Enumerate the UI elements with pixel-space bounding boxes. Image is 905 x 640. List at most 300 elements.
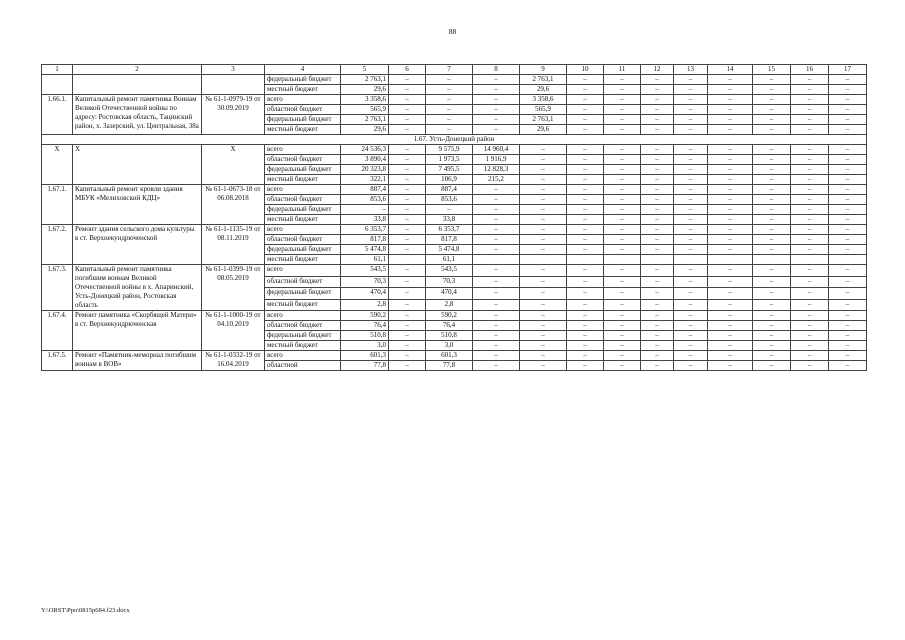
amount-cell: 2,8	[426, 299, 473, 311]
amount-cell: –	[708, 321, 753, 331]
amount-cell: –	[791, 75, 829, 85]
contract-number: № 61-1-1135-19 от 08.11.2019	[202, 225, 265, 265]
amount-cell: –	[753, 155, 791, 165]
amount-cell: –	[791, 85, 829, 95]
amount-cell: 510,8	[341, 331, 389, 341]
funding-source: всего	[265, 185, 341, 195]
amount-cell: –	[389, 95, 426, 105]
row-number: 1.67.5.	[42, 351, 73, 371]
amount-cell: –	[473, 185, 520, 195]
amount-cell: –	[604, 95, 641, 105]
funding-source: областной бюджет	[265, 276, 341, 288]
amount-cell: –	[389, 175, 426, 185]
table-row	[42, 185, 867, 195]
amount-cell: –	[604, 341, 641, 351]
amount-cell: –	[473, 361, 520, 371]
amount-cell: –	[674, 165, 708, 175]
object-name: Капитальный ремонт памятника Воинам Великой Отечественной войны по адресу: Ростовская область, Тацинский район, х. Зазерский, ул. Центральная, 38а	[73, 95, 202, 135]
amount-cell: 817,8	[426, 235, 473, 245]
amount-cell: –	[753, 331, 791, 341]
file-path-footer: Y:\ORST\Ppo\0815p684.f23.docx	[41, 607, 130, 614]
amount-cell: –	[708, 351, 753, 361]
column-number: 15	[753, 65, 791, 75]
amount-cell: –	[389, 205, 426, 215]
amount-cell: –	[604, 361, 641, 371]
column-number: 4	[265, 65, 341, 75]
amount-cell: –	[604, 225, 641, 235]
amount-cell: –	[641, 311, 674, 321]
amount-cell: –	[389, 351, 426, 361]
amount-cell: –	[567, 321, 604, 331]
amount-cell: 1 973,5	[426, 155, 473, 165]
amount-cell: –	[674, 245, 708, 255]
object-name: Ремонт здания сельского дома культуры в ст. Верхнекундрюченской	[73, 225, 202, 265]
amount-cell: –	[753, 341, 791, 351]
amount-cell: –	[674, 115, 708, 125]
amount-cell: –	[791, 205, 829, 215]
amount-cell: –	[520, 205, 567, 215]
amount-cell: –	[567, 175, 604, 185]
amount-cell: –	[473, 276, 520, 288]
amount-cell: –	[791, 299, 829, 311]
row-number: Х	[42, 145, 73, 185]
row-number: 1.66.1.	[42, 95, 73, 135]
amount-cell	[604, 255, 641, 265]
amount-cell: –	[674, 95, 708, 105]
amount-cell: –	[641, 288, 674, 300]
amount-cell: –	[520, 311, 567, 321]
amount-cell: 76,4	[341, 321, 389, 331]
amount-cell: –	[829, 235, 867, 245]
amount-cell: –	[708, 115, 753, 125]
amount-cell: –	[604, 351, 641, 361]
amount-cell: 601,3	[426, 351, 473, 361]
amount-cell: –	[641, 235, 674, 245]
amount-cell	[791, 255, 829, 265]
amount-cell: –	[473, 115, 520, 125]
amount-cell: 2 763,1	[520, 115, 567, 125]
amount-cell: –	[641, 299, 674, 311]
amount-cell: –	[753, 205, 791, 215]
object-name: Ремонт «Памятник-мемориал погибшим воинам в ВОВ»	[73, 351, 202, 371]
amount-cell: –	[473, 288, 520, 300]
amount-cell: –	[753, 288, 791, 300]
amount-cell: –	[708, 331, 753, 341]
row-number: 1.67.4.	[42, 311, 73, 351]
amount-cell: 70,3	[341, 276, 389, 288]
amount-cell: –	[674, 331, 708, 341]
amount-cell: –	[520, 351, 567, 361]
amount-cell: –	[473, 235, 520, 245]
amount-cell: –	[674, 321, 708, 331]
amount-cell: –	[604, 145, 641, 155]
amount-cell: –	[674, 361, 708, 371]
amount-cell: –	[604, 276, 641, 288]
amount-cell: 565,9	[341, 105, 389, 115]
funding-source: местный бюджет	[265, 255, 341, 265]
amount-cell: –	[791, 245, 829, 255]
amount-cell: –	[791, 115, 829, 125]
amount-cell: –	[473, 75, 520, 85]
contract-number	[202, 75, 265, 95]
column-number: 6	[389, 65, 426, 75]
amount-cell: –	[389, 225, 426, 235]
funding-source: местный бюджет	[265, 299, 341, 311]
amount-cell	[753, 255, 791, 265]
amount-cell	[829, 255, 867, 265]
amount-cell: –	[520, 341, 567, 351]
funding-source: всего	[265, 225, 341, 235]
amount-cell: –	[604, 265, 641, 277]
amount-cell: 14 960,4	[473, 145, 520, 155]
amount-cell: –	[520, 195, 567, 205]
amount-cell	[641, 255, 674, 265]
object-name: Х	[73, 145, 202, 185]
amount-cell: –	[520, 155, 567, 165]
amount-cell: –	[520, 361, 567, 371]
amount-cell: –	[829, 95, 867, 105]
amount-cell: –	[389, 311, 426, 321]
amount-cell: –	[829, 175, 867, 185]
amount-cell: –	[567, 331, 604, 341]
contract-number: № 61-1-0673-18 от 06.08.2018	[202, 185, 265, 225]
amount-cell: –	[567, 155, 604, 165]
amount-cell: –	[708, 311, 753, 321]
amount-cell: –	[708, 225, 753, 235]
amount-cell: –	[389, 75, 426, 85]
amount-cell: –	[473, 331, 520, 341]
amount-cell: –	[708, 276, 753, 288]
amount-cell: –	[389, 235, 426, 245]
amount-cell: –	[567, 351, 604, 361]
amount-cell: –	[389, 331, 426, 341]
amount-cell: –	[567, 245, 604, 255]
amount-cell: –	[520, 299, 567, 311]
amount-cell: –	[604, 235, 641, 245]
row-number: 1.67.1.	[42, 185, 73, 225]
amount-cell: 33,8	[341, 215, 389, 225]
amount-cell: –	[674, 235, 708, 245]
amount-cell: –	[473, 265, 520, 277]
section-title-row	[42, 135, 867, 145]
amount-cell: –	[641, 95, 674, 105]
amount-cell: 322,1	[341, 175, 389, 185]
amount-cell: –	[604, 115, 641, 125]
amount-cell: –	[791, 265, 829, 277]
amount-cell: –	[389, 361, 426, 371]
amount-cell: –	[604, 185, 641, 195]
amount-cell: –	[389, 299, 426, 311]
amount-cell: –	[389, 125, 426, 135]
amount-cell: –	[473, 299, 520, 311]
amount-cell: 543,5	[426, 265, 473, 277]
amount-cell: –	[641, 341, 674, 351]
amount-cell: –	[708, 175, 753, 185]
amount-cell: –	[708, 299, 753, 311]
amount-cell: –	[604, 331, 641, 341]
amount-cell: 2 763,1	[341, 75, 389, 85]
amount-cell: –	[829, 85, 867, 95]
amount-cell: –	[674, 195, 708, 205]
amount-cell: –	[641, 85, 674, 95]
funding-source: областной бюджет	[265, 195, 341, 205]
amount-cell: –	[708, 205, 753, 215]
amount-cell: –	[708, 165, 753, 175]
amount-cell: –	[674, 265, 708, 277]
amount-cell: –	[829, 195, 867, 205]
amount-cell: –	[708, 185, 753, 195]
column-number: 7	[426, 65, 473, 75]
amount-cell: –	[674, 341, 708, 351]
amount-cell: –	[567, 145, 604, 155]
amount-cell: –	[567, 165, 604, 175]
amount-cell: –	[604, 175, 641, 185]
amount-cell: –	[641, 321, 674, 331]
amount-cell: –	[753, 185, 791, 195]
amount-cell: –	[753, 351, 791, 361]
amount-cell: 70,3	[426, 276, 473, 288]
amount-cell: –	[753, 311, 791, 321]
amount-cell: –	[708, 341, 753, 351]
column-number: 14	[708, 65, 753, 75]
amount-cell: –	[829, 331, 867, 341]
amount-cell: –	[674, 205, 708, 215]
column-number: 17	[829, 65, 867, 75]
funding-source: всего	[265, 351, 341, 361]
amount-cell: –	[641, 225, 674, 235]
amount-cell: –	[426, 205, 473, 215]
funding-source: областной бюджет	[265, 321, 341, 331]
amount-cell: –	[753, 321, 791, 331]
amount-cell: –	[567, 341, 604, 351]
funding-source: местный бюджет	[265, 125, 341, 135]
object-name: Капитальный ремонт кровли здания МБУК «Мелиховский КДЦ»	[73, 185, 202, 225]
amount-cell: –	[753, 215, 791, 225]
amount-cell: –	[829, 276, 867, 288]
amount-cell: –	[641, 265, 674, 277]
funding-source: областной бюджет	[265, 235, 341, 245]
amount-cell: –	[708, 85, 753, 95]
amount-cell: –	[829, 105, 867, 115]
amount-cell: –	[708, 125, 753, 135]
amount-cell: –	[753, 145, 791, 155]
column-number: 10	[567, 65, 604, 75]
amount-cell: –	[791, 215, 829, 225]
amount-cell: 1 916,9	[473, 155, 520, 165]
amount-cell: 2,8	[341, 299, 389, 311]
amount-cell: 3 358,6	[341, 95, 389, 105]
amount-cell: 601,3	[341, 351, 389, 361]
amount-cell: –	[520, 265, 567, 277]
amount-cell: –	[641, 276, 674, 288]
amount-cell: –	[604, 245, 641, 255]
amount-cell: –	[674, 225, 708, 235]
amount-cell	[389, 255, 426, 265]
amount-cell: –	[520, 235, 567, 245]
amount-cell: 29,6	[341, 125, 389, 135]
amount-cell: –	[426, 125, 473, 135]
amount-cell: –	[567, 265, 604, 277]
amount-cell: 29,6	[520, 125, 567, 135]
amount-cell: 853,6	[426, 195, 473, 205]
amount-cell: 3,0	[341, 341, 389, 351]
amount-cell: –	[641, 175, 674, 185]
amount-cell: –	[829, 125, 867, 135]
amount-cell	[567, 255, 604, 265]
amount-cell: –	[753, 299, 791, 311]
amount-cell: –	[426, 115, 473, 125]
amount-cell: –	[604, 105, 641, 115]
amount-cell: –	[520, 145, 567, 155]
table-row	[42, 311, 867, 321]
amount-cell: –	[829, 115, 867, 125]
page-number: 88	[448, 27, 457, 36]
amount-cell: –	[791, 165, 829, 175]
amount-cell: –	[753, 235, 791, 245]
amount-cell: –	[791, 288, 829, 300]
amount-cell: 470,4	[426, 288, 473, 300]
section-title: 1.67. Усть-Донецкий район	[42, 135, 867, 145]
amount-cell: –	[674, 155, 708, 165]
amount-cell: –	[641, 125, 674, 135]
amount-cell: –	[753, 115, 791, 125]
amount-cell: –	[708, 155, 753, 165]
amount-cell: –	[791, 235, 829, 245]
amount-cell: 470,4	[341, 288, 389, 300]
amount-cell: 77,8	[426, 361, 473, 371]
amount-cell: –	[791, 276, 829, 288]
amount-cell: –	[708, 105, 753, 115]
amount-cell: –	[829, 245, 867, 255]
amount-cell: –	[791, 225, 829, 235]
amount-cell: –	[753, 75, 791, 85]
amount-cell: –	[753, 245, 791, 255]
amount-cell: –	[473, 341, 520, 351]
column-number: 12	[641, 65, 674, 75]
amount-cell: –	[567, 75, 604, 85]
amount-cell: –	[604, 85, 641, 95]
amount-cell: –	[708, 288, 753, 300]
object-name	[73, 75, 202, 95]
column-number: 13	[674, 65, 708, 75]
amount-cell: –	[641, 155, 674, 165]
amount-cell: 77,8	[341, 361, 389, 371]
row-number: 1.67.3.	[42, 265, 73, 311]
amount-cell: 9 575,9	[426, 145, 473, 155]
amount-cell: –	[829, 225, 867, 235]
amount-cell: –	[520, 331, 567, 341]
amount-cell: –	[520, 276, 567, 288]
amount-cell: –	[708, 265, 753, 277]
amount-cell: –	[708, 215, 753, 225]
column-number: 8	[473, 65, 520, 75]
amount-cell: –	[567, 105, 604, 115]
amount-cell: –	[604, 195, 641, 205]
amount-cell: –	[829, 155, 867, 165]
amount-cell: –	[708, 361, 753, 371]
amount-cell: 3 890,4	[341, 155, 389, 165]
amount-cell: –	[473, 245, 520, 255]
amount-cell: –	[426, 95, 473, 105]
amount-cell: –	[520, 165, 567, 175]
amount-cell: –	[641, 165, 674, 175]
amount-cell: –	[829, 185, 867, 195]
object-name: Ремонт памятника «Скорбящей Матери» в ст. Верхнекундрюченская	[73, 311, 202, 351]
amount-cell: 12 828,3	[473, 165, 520, 175]
amount-cell: –	[708, 235, 753, 245]
amount-cell: –	[473, 225, 520, 235]
amount-cell: –	[567, 85, 604, 95]
funding-source: всего	[265, 95, 341, 105]
amount-cell: –	[829, 165, 867, 175]
amount-cell: –	[753, 85, 791, 95]
amount-cell: –	[641, 195, 674, 205]
amount-cell: –	[520, 175, 567, 185]
amount-cell: –	[674, 215, 708, 225]
amount-cell: –	[567, 115, 604, 125]
amount-cell: –	[791, 311, 829, 321]
amount-cell: 106,9	[426, 175, 473, 185]
funding-source: федеральный бюджет	[265, 165, 341, 175]
amount-cell: –	[567, 195, 604, 205]
amount-cell: –	[389, 288, 426, 300]
amount-cell: 24 536,3	[341, 145, 389, 155]
amount-cell: –	[426, 75, 473, 85]
funding-source: федеральный бюджет	[265, 75, 341, 85]
amount-cell: 2 763,1	[341, 115, 389, 125]
amount-cell: –	[389, 85, 426, 95]
amount-cell: –	[473, 351, 520, 361]
amount-cell: –	[674, 351, 708, 361]
amount-cell: –	[641, 145, 674, 155]
contract-number: № 61-1-0399-19 от 08.05.2019	[202, 265, 265, 311]
amount-cell: –	[567, 205, 604, 215]
column-number: 9	[520, 65, 567, 75]
amount-cell: –	[426, 85, 473, 95]
amount-cell: –	[520, 215, 567, 225]
amount-cell: –	[604, 288, 641, 300]
amount-cell: –	[791, 185, 829, 195]
amount-cell: –	[567, 361, 604, 371]
amount-cell: –	[708, 75, 753, 85]
amount-cell: –	[641, 185, 674, 195]
amount-cell: –	[641, 245, 674, 255]
amount-cell: –	[641, 105, 674, 115]
amount-cell: –	[520, 185, 567, 195]
amount-cell: –	[567, 95, 604, 105]
funding-source: федеральный бюджет	[265, 245, 341, 255]
amount-cell: –	[753, 265, 791, 277]
amount-cell: –	[753, 225, 791, 235]
amount-cell: 817,8	[341, 235, 389, 245]
amount-cell: –	[426, 105, 473, 115]
amount-cell: –	[604, 125, 641, 135]
amount-cell: –	[473, 311, 520, 321]
contract-number: № 61-1-1000-19 от 04.10.2019	[202, 311, 265, 351]
amount-cell: –	[829, 299, 867, 311]
amount-cell: –	[641, 361, 674, 371]
table-row	[42, 95, 867, 105]
amount-cell: –	[791, 125, 829, 135]
amount-cell: –	[791, 331, 829, 341]
amount-cell: 76,4	[426, 321, 473, 331]
amount-cell: –	[674, 75, 708, 85]
amount-cell: –	[604, 155, 641, 165]
funding-source: всего	[265, 145, 341, 155]
amount-cell: –	[829, 215, 867, 225]
amount-cell: 29,6	[520, 85, 567, 95]
amount-cell: –	[520, 288, 567, 300]
